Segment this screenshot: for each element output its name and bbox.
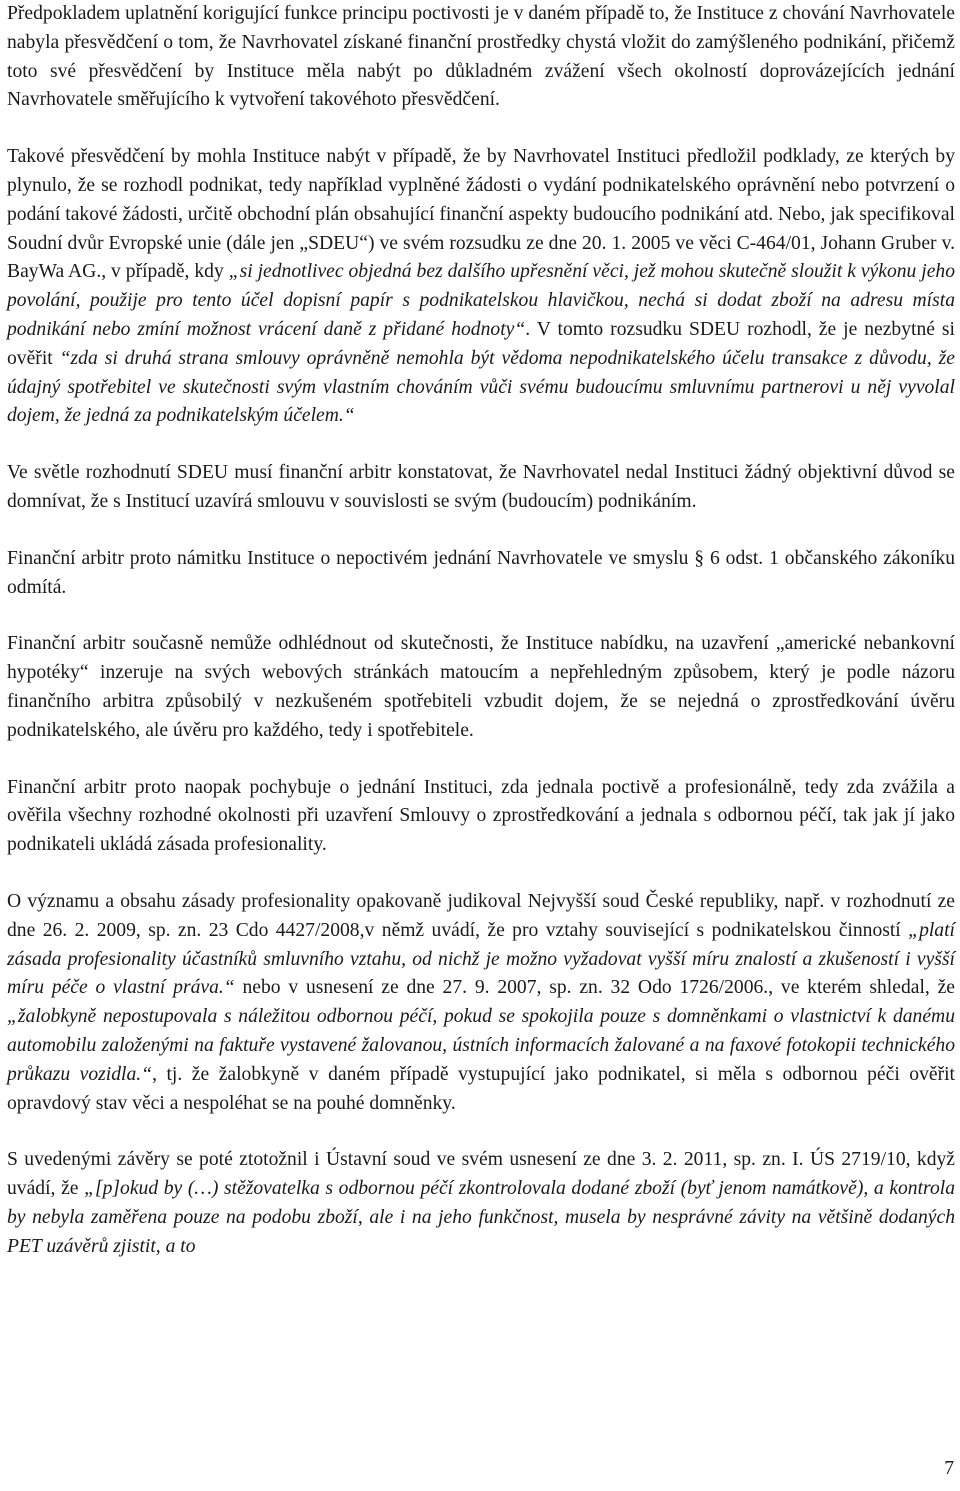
paragraph-6 <box>7 774 955 860</box>
paragraph-7-text-c: , tj. že žalobkyně v daném případě vystupující jako podnikatel, si měla s odbornou péči ověřit opravdový stav věci a nespoléhat se na pouhé domněnky. <box>7 1063 955 1114</box>
paragraph-2-quote-b: “zda si druhá strana smlouvy oprávněně nemohla být vědoma nepodnikatelského účelu transakce z důvodu, že údajný spotřebitel ve skutečnosti svým vlastním chováním vůči svému budoucímu smluvnímu partnerovi u něj vyvolal dojem, že jedná za podnikatelským účelem.“ <box>7 347 955 427</box>
paragraph-4-text: Finanční arbitr proto námitku Instituce o nepoctivém jednání Navrhovatele ve smyslu § 6 odst. 1 občanského zákoníku odmítá. <box>7 547 955 598</box>
paragraph-2-quote-a: „si jednotlivec objedná bez dalšího upřesnění věci, jež mohou skutečně sloužit k výkonu jeho povolání, použije pro tento účel dopisní papír s podnikatelskou hlavičkou, nechá si dodat zboží na adresu místa podnikání nebo zmíní možnost vrácení daně z přidané hodnoty“ <box>7 261 956 340</box>
paragraph-1 <box>7 0 955 115</box>
paragraph-4 <box>7 545 955 603</box>
paragraph-5 <box>7 630 955 745</box>
paragraph-8 <box>7 1146 955 1261</box>
paragraph-3-text: Ve světle rozhodnutí SDEU musí finanční arbitr konstatovat, že Navrhovatel nedal Instituci žádný objektivní důvod se domnívat, že s Institucí uzavírá smlouvu v souvislosti se svým (budoucím) podnikáním. <box>7 462 955 512</box>
paragraph-2-text-a: Takové přesvědčení by mohla Instituce nabýt v případě, že by Navrhovatel Instituci předložil podklady, ze kterých by plynulo, že se rozhodl podnikat, tedy například vyplněné žádosti o vydání podnikatelského oprávnění nebo potvrzení o podání takové žádosti, určitě obchodní plán obsahující finanční aspekty budoucího podnikání atd. Nebo, jak specifikoval Soudní dvůr Evropské unie (dále jen „SDEU“) ve svém rozsudku ze dne 20. 1. 2005 ve věci C-464/01, Johann Gruber v. BayWa AG., v případě, kdy <box>7 146 955 283</box>
paragraph-8-text-a: S uvedenými závěry se poté ztotožnil i Ústavní soud ve svém usnesení ze dne 3. 2. 2011, sp. zn. I. ÚS 2719/10, když uvádí, že <box>7 1149 955 1200</box>
paragraph-7-text-b: nebo v usnesení ze dne 27. 9. 2007, sp. zn. 32 Odo 1726/2006., ve kterém shledal, že <box>234 977 955 999</box>
paragraph-8-quote-a: „[p]okud by (…) stěžovatelka s odbornou péčí zkontrolovala dodané zboží (byť jenom namátkově), a kontrola by nebyla zaměřena pouze na podobu zboží, ale i na jeho funkčnost, musela by nesprávné závity na většině dodaných PET uzávěrů zjistit, a to <box>7 1178 955 1257</box>
paragraph-2-text-b: . V tomto rozsudku SDEU rozhodl, že je nezbytné si ověřit <box>7 318 955 369</box>
paragraph-5-text: Finanční arbitr současně nemůže odhlédnout od skutečnosti, že Instituce nabídku, na uzavření „americké nebankovní hypotéky“ inzeruje na svých webových stránkách matoucím a nepřehledným způsobem, který je podle názoru finančního arbitra způsobilý v nezkušeném spotřebiteli vzbudit dojem, že se nejedná o zprostředkování úvěru podnikatelského, ale úvěru pro každého, tedy i spotřebitele. <box>7 633 955 741</box>
paragraph-2 <box>7 143 955 431</box>
paragraph-7-text-a: O významu a obsahu zásady profesionality opakovaně judikoval Nejvyšší soud České republiky, např. v rozhodnutí ze dne 26. 2. 2009, sp. zn. 23 Cdo 4427/2008,v němž uvádí, že pro vztahy související s podnikatelskou činností <box>7 890 955 941</box>
paragraph-3 <box>7 459 955 517</box>
paragraph-7 <box>7 888 955 1118</box>
document-page <box>7 0 955 1261</box>
paragraph-7-quote-a: „platí zásada profesionality účastníků smluvního vztahu, od nichž je možno vyžadovat vyšší míru znalostí a zkušeností i vyšší míru péče o vlastní práva.“ <box>7 919 955 999</box>
page-number: 7 <box>944 1458 954 1479</box>
paragraph-1-text: Předpokladem uplatnění korigující funkce principu poctivosti je v daném případě to, že Instituce z chování Navrhovatele nabyla přesvědčení o tom, že Navrhovatel získané finanční prostředky chystá vložit do zamýšleného podnikání, přičemž toto své přesvědčení by Instituce měla nabýt po důkladném zvážení všech okolností doprovázejících jednání Navrhovatele směřujícího k vytvoření takovéhoto přesvědčení. <box>7 3 955 111</box>
paragraph-7-quote-b: „žalobkyně nepostupovala s náležitou odbornou péčí, pokud se spokojila pouze s domněnkami o vlastnictví k danému automobilu založenými na faktuře vystavené žalovanou, ústních informacích žalované a na faxové fotokopii technického průkazu vozidla.“ <box>7 1006 955 1085</box>
paragraph-6-text: Finanční arbitr proto naopak pochybuje o jednání Instituci, zda jednala poctivě a profesionálně, tedy zda zvážila a ověřila všechny rozhodné okolnosti při uzavření Smlouvy o zprostředkování a jednala s odbornou péčí, tak jak jí jako podnikateli ukládá zásada profesionality. <box>7 776 955 856</box>
